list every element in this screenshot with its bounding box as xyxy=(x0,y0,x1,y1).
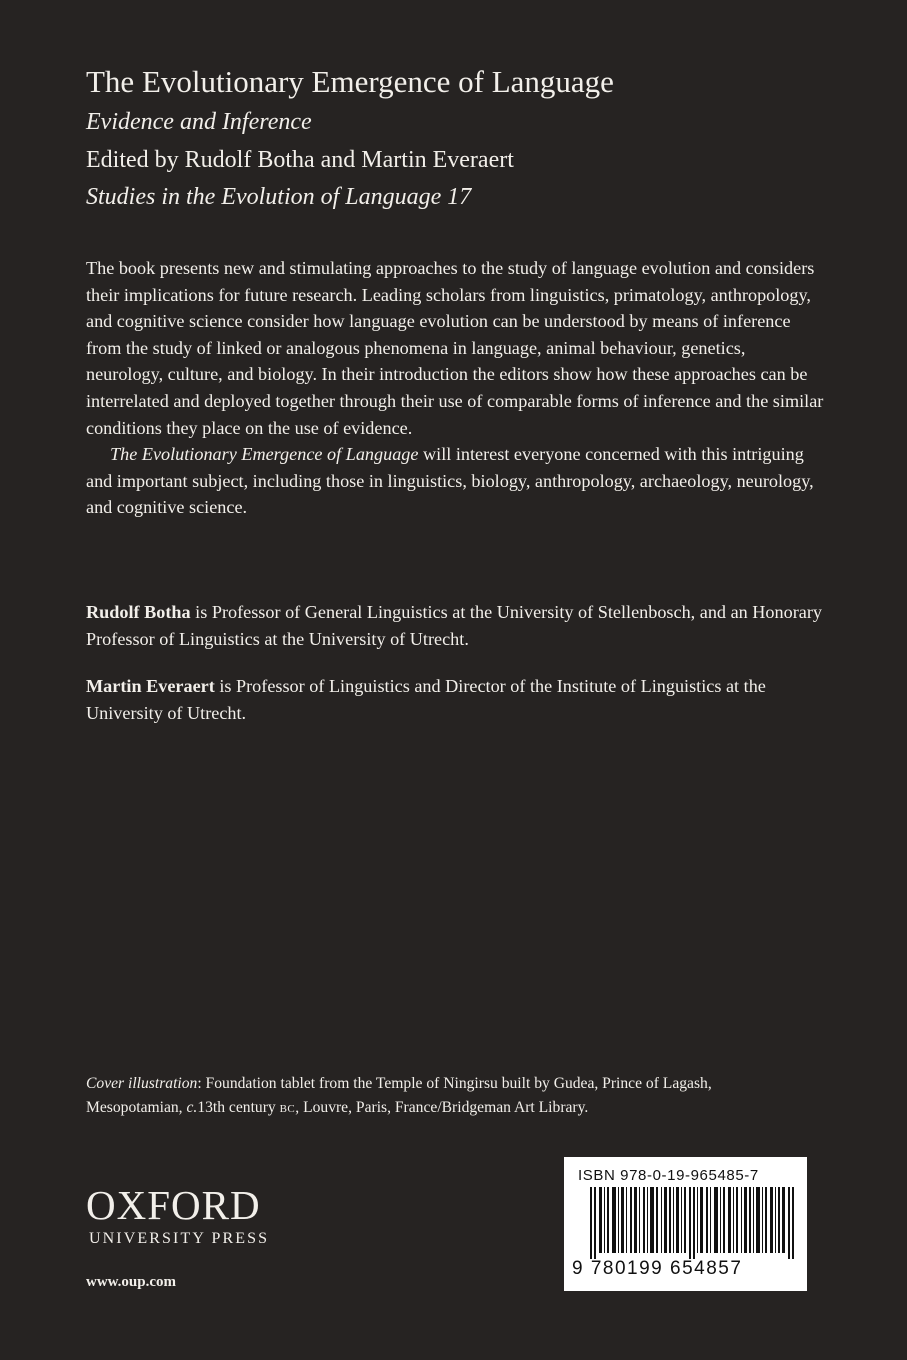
bio-name: Rudolf Botha xyxy=(86,602,191,622)
university-press-logo-text: UNIVERSITY PRESS xyxy=(89,1230,270,1247)
oxford-logo: OXFORD xyxy=(86,1182,261,1228)
book-subtitle: Evidence and Inference xyxy=(86,109,312,135)
book-series: Studies in the Evolution of Language 17 xyxy=(86,184,472,210)
credit-text-2: 13th century xyxy=(197,1098,280,1116)
bio-text: is Professor of Linguistics and Director of the Institute of Linguistics at the University of Utrecht. xyxy=(86,676,766,723)
isbn-barcode xyxy=(564,1157,807,1291)
blurb xyxy=(86,255,826,521)
bio-rudolf-botha xyxy=(86,599,826,652)
bio-martin-everaert xyxy=(86,673,826,726)
blurb-book-title: The Evolutionary Emergence of Language xyxy=(110,444,419,465)
credit-text-3: , Louvre, Paris, France/Bridgeman Art Library. xyxy=(295,1098,589,1116)
book-editors: Edited by Rudolf Botha and Martin Everaert xyxy=(86,147,514,173)
barcode-icon xyxy=(590,1187,796,1259)
credit-text-1: : Foundation tablet from the Temple of Ningirsu built by Gudea, Prince of Lagash, Mesopotamian, xyxy=(86,1075,712,1116)
publisher-website[interactable]: www.oup.com xyxy=(86,1274,177,1290)
blurb-paragraph-2 xyxy=(86,441,826,521)
bio-text: is Professor of General Linguistics at the University of Stellenbosch, and an Honorary Professor of Linguistics at the University of Utrecht. xyxy=(86,602,822,649)
credit-circa: c. xyxy=(186,1098,198,1116)
cover-illustration-credit xyxy=(86,1072,806,1121)
blurb-paragraph-2-text: will interest everyone concerned with this intriguing and important subject, including those in linguistics, biology, anthropology, archaeology, neurology, and cognitive science. xyxy=(86,444,814,518)
blurb-paragraph-1: The book presents new and stimulating approaches to the study of language evolution and considers their implications for future research. Leading scholars from linguistics, primatology, anthropology, and cognitive science consider how language evolution can be understood by means of inference from the study of linked or analogous phenomena in language, animal behaviour, genetics, neurology, culture, and biology. In their introduction the editors show how these approaches can be interrelated and deployed together through their use of comparable forms of inference and the similar conditions they place on the use of evidence. xyxy=(86,258,824,438)
bio-name: Martin Everaert xyxy=(86,676,215,696)
book-title: The Evolutionary Emergence of Language xyxy=(86,64,614,99)
ean-digits: 9 780199 654857 xyxy=(572,1258,743,1279)
credit-label: Cover illustration xyxy=(86,1075,198,1092)
credit-era: BC xyxy=(279,1102,296,1115)
isbn-label: ISBN 978-0-19-965485-7 xyxy=(578,1167,759,1184)
